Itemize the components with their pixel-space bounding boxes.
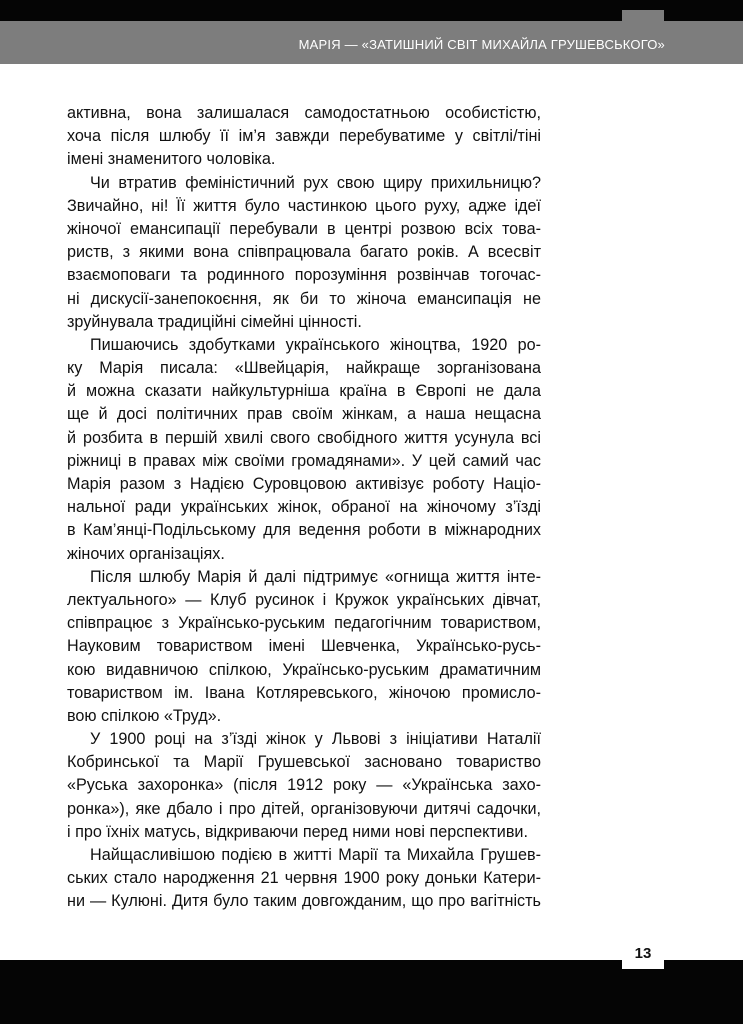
text-line: ронка»), яке дбало і про дітей, організовуючи дитячі садочки,: [67, 799, 541, 818]
text-line: Пишаючись здобутками українського жіноцтва, 1920 ро-: [90, 335, 541, 354]
text-line: лектуального» — Клуб русинок і Кружок українських дівчат,: [67, 590, 541, 609]
text-line: і про їхніх матусь, відкриваючи перед ними нові перспективи.: [67, 822, 528, 841]
text-line: ських стало народження 21 червня 1900 року доньки Катери-: [67, 869, 541, 888]
text-line: жіночої емансипації перебували в центрі розвою всіх това-: [67, 219, 541, 238]
text-line: товариством ім. Івана Котляревського, жіночою промисло-: [67, 683, 541, 702]
running-header: [0, 21, 743, 64]
bottom-black-band: [0, 960, 743, 1024]
text-line: жіночих організаціях.: [67, 544, 225, 563]
text-line: Кобринської та Марії Грушевської засновано товариство: [67, 753, 541, 772]
text-line: Звичайно, ні! Її життя було частинкою цього руху, адже ідеї: [67, 196, 541, 215]
body-text: [67, 102, 541, 914]
text-line: ні дискусії-занепокоєння, як би то жіноча емансипація не: [67, 289, 541, 308]
text-line: співпрацює з Українсько-руським педагогічним товариством,: [67, 614, 541, 633]
text-line: нальної ради українських жінок, обраної на жіночому з’їзді: [67, 498, 541, 517]
text-line: імені знаменитого чоловіка.: [67, 150, 276, 169]
text-line: й розбита в першій хвилі свого свобідного життя усунула всі: [67, 428, 541, 447]
text-line: кою видавничою спілкою, Українсько-руським драматичним: [67, 660, 541, 679]
text-line: ще й досі політичних прав своїм жінкам, а наша нещасна: [67, 405, 541, 424]
text-line: Найщасливішою подією в житті Марії та Михайла Грушев-: [90, 846, 541, 864]
page-number: 13: [634, 945, 652, 962]
text-line: ріжниці в правах між своїми громадянами». У цей самий час: [67, 451, 541, 470]
text-line: хоча після шлюбу її ім’я завжди перебуватиме у світлі/тіні: [67, 127, 541, 146]
text-line: Чи втратив феміністичний рух свою щиру прихильницю?: [90, 173, 541, 192]
text-line: взаємоповаги та родинного порозуміння розвінчав тогочас-: [67, 266, 541, 285]
text-line: зруйнувала традиційні сімейні цінності.: [67, 312, 362, 331]
text-line: вою спілкою «Труд».: [67, 706, 222, 725]
text-line: й можна сказати найкультурніша країна в Європі не дала: [67, 382, 541, 401]
header-tab-marker: [622, 10, 664, 21]
text-line: риств, з якими вона співпрацювала багато років. А всесвіт: [67, 243, 541, 262]
text-line: в Кам’янці-Подільському для ведення роботи в міжнародних: [67, 521, 541, 540]
text-line: Науковим товариством імені Шевченка, Українсько-русь-: [67, 637, 541, 656]
text-line: «Руська захоронка» (після 1912 року — «Українська захо-: [67, 776, 541, 795]
text-line: Після шлюбу Марія й далі підтримує «огнища життя інте-: [90, 567, 541, 586]
text-line: активна, вона залишалася самодостатньою особистістю,: [67, 104, 541, 122]
text-line: ни — Кулюні. Дитя було таким довгожданим, що про вагітність: [67, 892, 541, 911]
text-line: ку Марія писала: «Швейцарія, найкраще зорганізована: [67, 359, 541, 378]
text-line: Марія разом з Надією Суровцовою активізує роботу Націо-: [67, 475, 541, 493]
running-header-title: МАРІЯ — «ЗАТИШНИЙ СВІТ МИХАЙЛА ГРУШЕВСЬКОГО»: [298, 37, 665, 52]
page-number-box: [622, 939, 664, 969]
text-line: У 1900 році на з’їзді жінок у Львові з ініціативи Наталії: [90, 730, 541, 749]
